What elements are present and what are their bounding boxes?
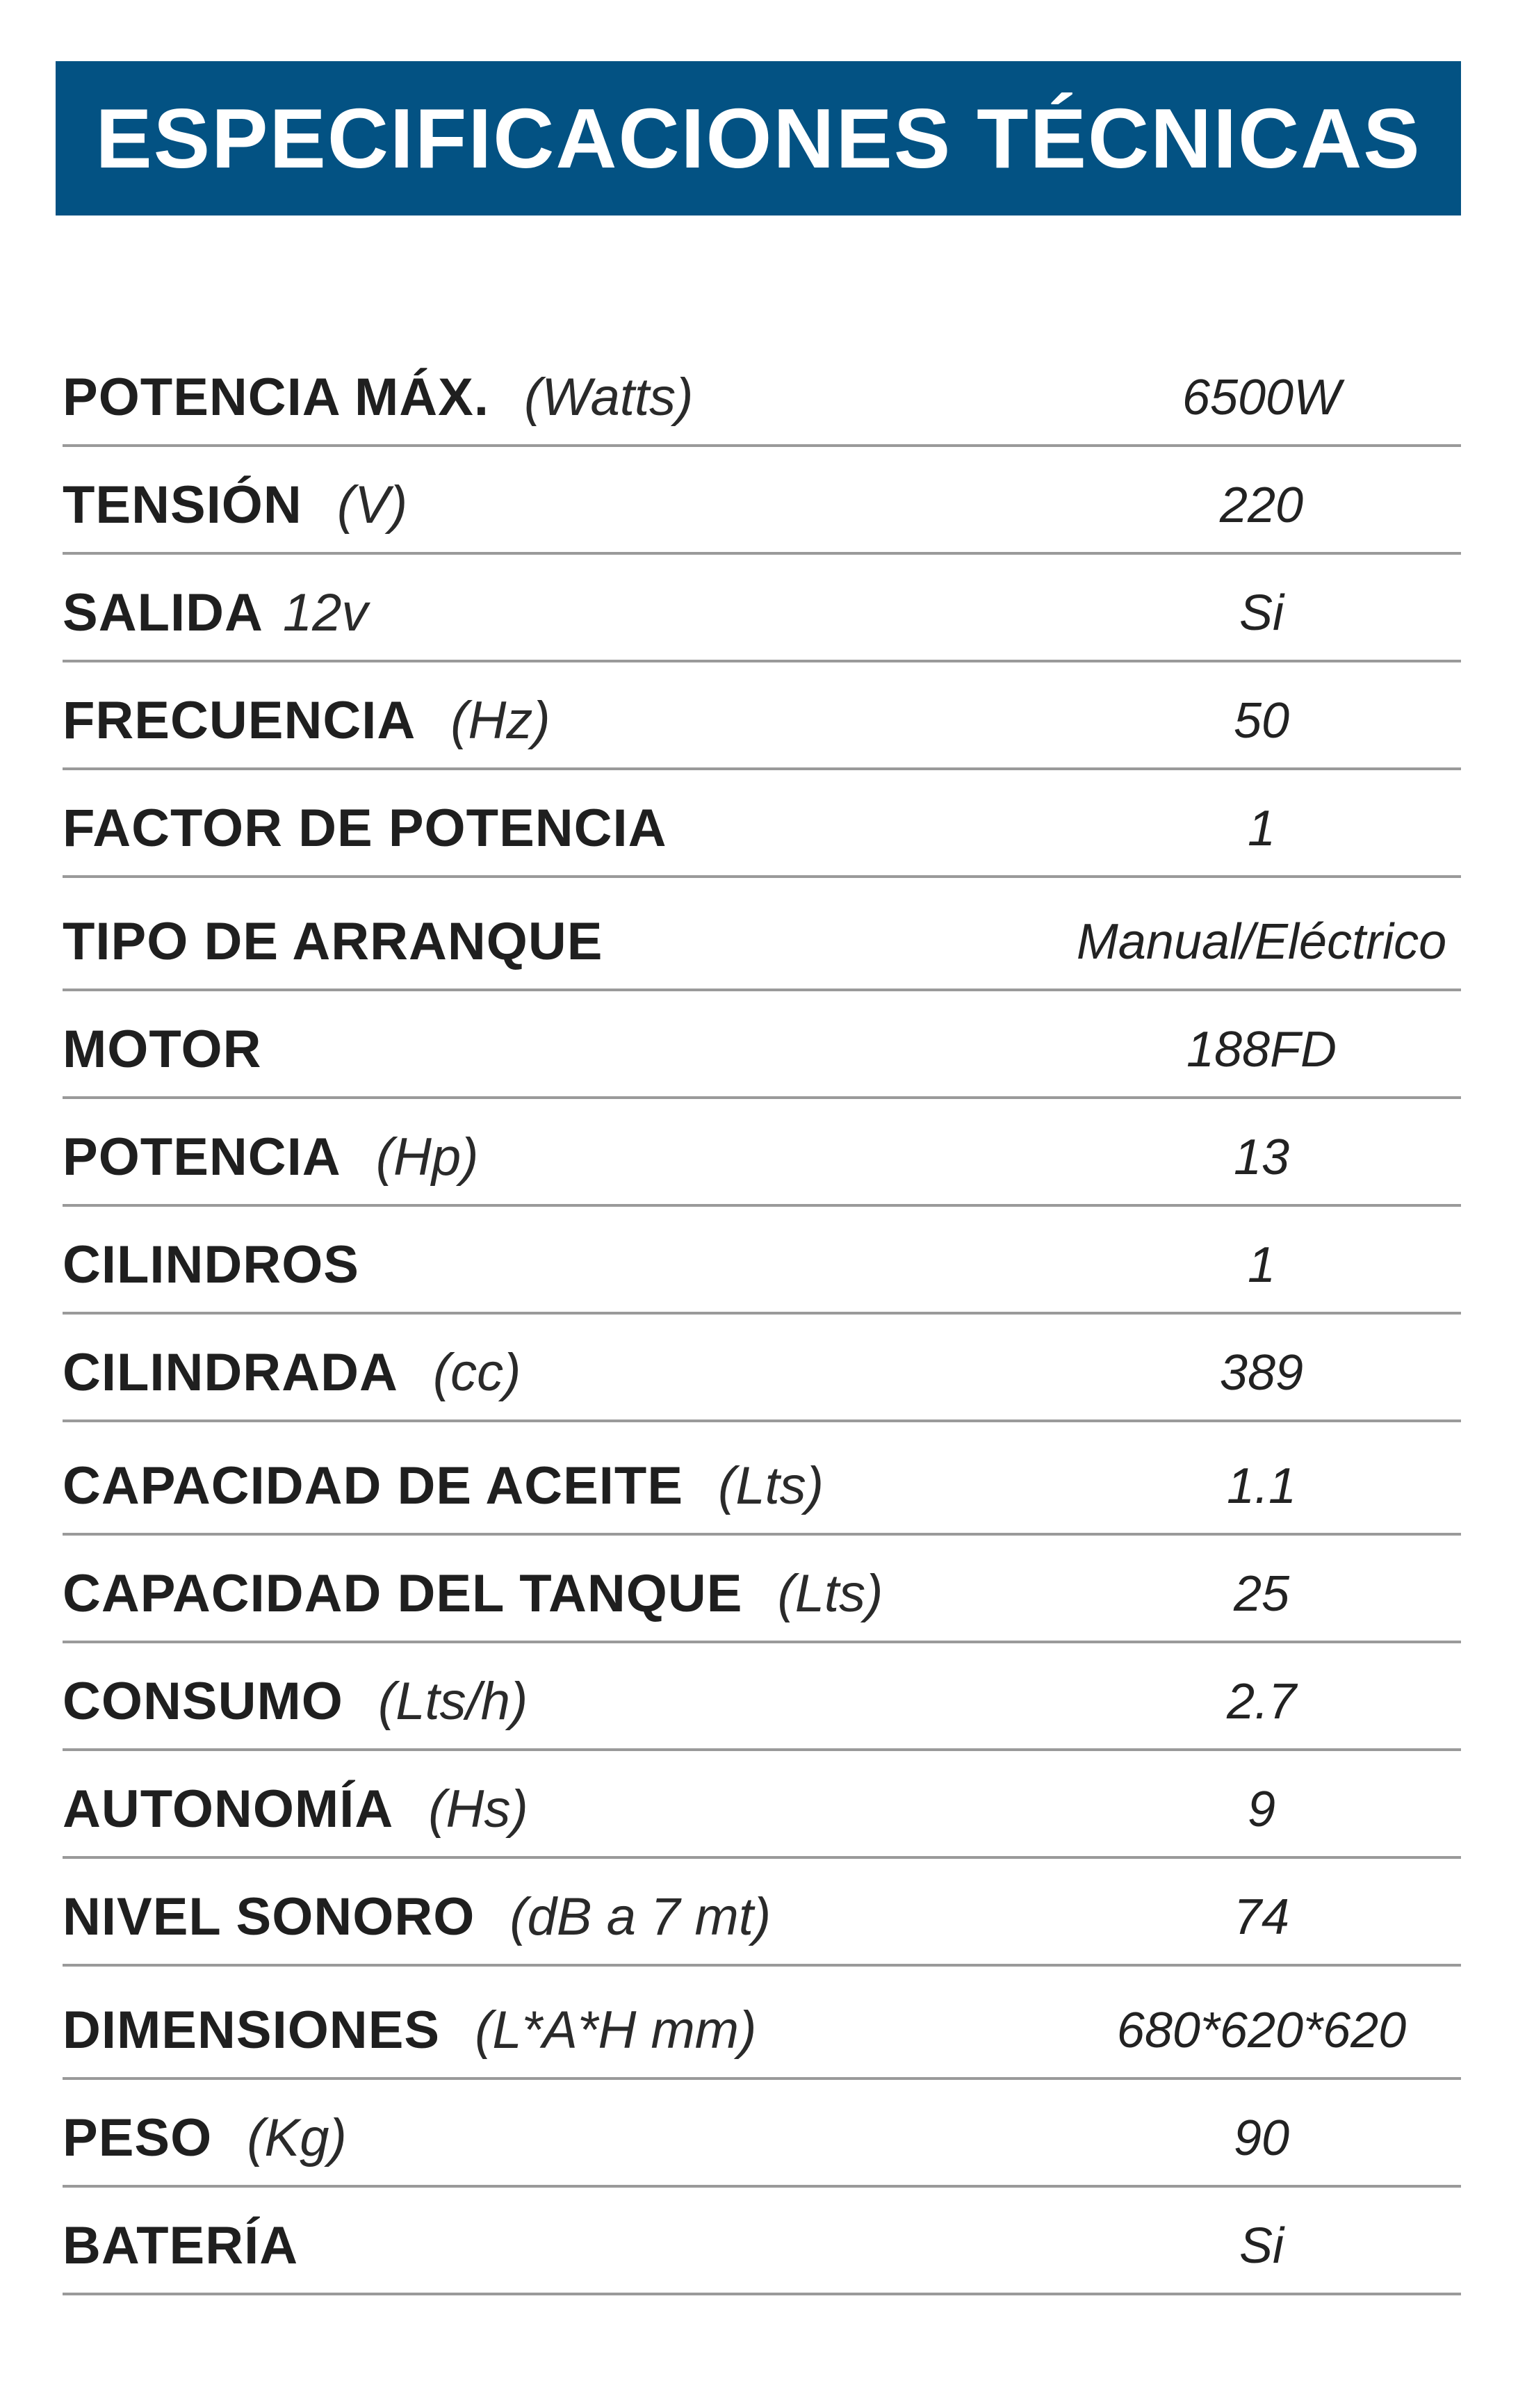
spec-row-frecuencia <box>63 662 1461 770</box>
spec-unit: (Watts) <box>524 368 694 427</box>
spec-value: Si <box>1239 585 1284 641</box>
spec-value: 90 <box>1233 2110 1290 2166</box>
spec-unit: (Lts) <box>718 1456 824 1515</box>
spec-label: NIVEL SONORO <box>63 1887 475 1946</box>
spec-row-tipo-de-arranque <box>63 878 1461 991</box>
spec-row-tension <box>63 447 1461 555</box>
spec-row-salida <box>63 555 1461 662</box>
spec-label: POTENCIA <box>63 1128 341 1187</box>
spec-value: 188FD <box>1186 1022 1337 1077</box>
spec-value: 9 <box>1247 1782 1276 1837</box>
spec-unit: (Lts) <box>777 1564 883 1623</box>
spec-unit: 12v <box>282 583 368 642</box>
spec-value: 50 <box>1233 693 1290 749</box>
spec-label: CAPACIDAD DEL TANQUE <box>63 1564 743 1623</box>
spec-value: 1.1 <box>1226 1458 1297 1514</box>
spec-row-capacidad-de-aceite <box>63 1422 1461 1536</box>
spec-label: TIPO DE ARRANQUE <box>63 912 603 971</box>
spec-value: 2.7 <box>1226 1674 1297 1730</box>
spec-unit: (L*A*H mm) <box>475 2001 757 2060</box>
page-title: ESPECIFICACIONES TÉCNICAS <box>95 91 1421 186</box>
spec-unit: (Lts/h) <box>377 1672 528 1731</box>
spec-label: CAPACIDAD DE ACEITE <box>63 1456 684 1515</box>
spec-label: BATERÍA <box>63 2216 299 2275</box>
spec-row-cilindrada <box>63 1315 1461 1422</box>
spec-unit: (dB a 7 mt) <box>509 1887 772 1946</box>
spec-label: CONSUMO <box>63 1672 343 1731</box>
spec-unit: (cc) <box>432 1343 521 1402</box>
spec-value: 389 <box>1219 1345 1304 1401</box>
spec-label: FRECUENCIA <box>63 691 416 750</box>
spec-label: CILINDROS <box>63 1235 359 1294</box>
spec-label: MOTOR <box>63 1020 262 1079</box>
spec-value: 6500W <box>1182 370 1341 425</box>
spec-row-potencia-max <box>63 334 1461 447</box>
spec-value: 25 <box>1233 1566 1290 1622</box>
spec-value: 1 <box>1247 1237 1276 1293</box>
spec-value: 74 <box>1233 1889 1290 1945</box>
spec-table <box>63 334 1461 2295</box>
spec-label: POTENCIA MÁX. <box>63 368 489 427</box>
spec-unit: (Kg) <box>247 2108 347 2167</box>
spec-value: 680*620*620 <box>1116 2003 1407 2058</box>
spec-row-potencia-hp <box>63 1099 1461 1207</box>
spec-label: PESO <box>63 2108 213 2167</box>
spec-unit: (V) <box>336 475 408 535</box>
spec-row-nivel-sonoro <box>63 1859 1461 1967</box>
spec-label: FACTOR DE POTENCIA <box>63 799 667 858</box>
spec-label: CILINDRADA <box>63 1343 398 1402</box>
spec-value: Si <box>1239 2218 1284 2274</box>
spec-header-banner <box>56 61 1461 215</box>
spec-label: SALIDA <box>63 583 263 642</box>
spec-label: TENSIÓN <box>63 475 302 535</box>
spec-value: 1 <box>1247 801 1276 856</box>
spec-row-peso <box>63 2080 1461 2188</box>
spec-value: 220 <box>1219 478 1304 533</box>
spec-unit: (Hp) <box>375 1128 479 1187</box>
spec-row-motor <box>63 991 1461 1099</box>
spec-row-consumo <box>63 1643 1461 1751</box>
spec-row-capacidad-del-tanque <box>63 1536 1461 1643</box>
spec-label: DIMENSIONES <box>63 2001 441 2060</box>
spec-row-autonomia <box>63 1751 1461 1859</box>
spec-value: Manual/Eléctrico <box>1076 914 1447 970</box>
spec-label: AUTONOMÍA <box>63 1780 394 1839</box>
spec-row-cilindros <box>63 1207 1461 1315</box>
spec-unit: (Hz) <box>450 691 550 750</box>
spec-row-bateria <box>63 2188 1461 2295</box>
spec-value: 13 <box>1233 1130 1290 1185</box>
spec-unit: (Hs) <box>428 1780 528 1839</box>
spec-row-dimensiones <box>63 1967 1461 2080</box>
spec-row-factor-de-potencia <box>63 770 1461 878</box>
